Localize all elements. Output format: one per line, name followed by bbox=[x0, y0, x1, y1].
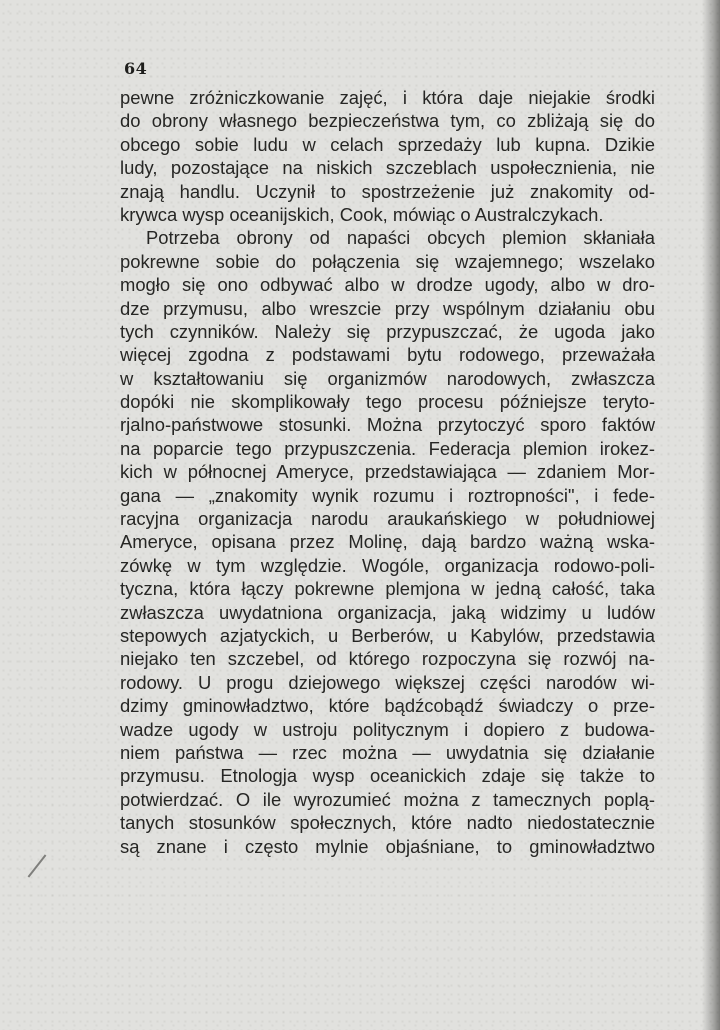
text-line: rodowy. U progu dziejowego większej części narodów wi- bbox=[120, 671, 655, 693]
text-line: rjalno-państwowe stosunki. Można przytoczyć sporo faktów bbox=[120, 414, 655, 436]
text-line: tych czynników. Należy się przypuszczać, że ugoda jako bbox=[120, 320, 655, 342]
text-line: Potrzeba obrony od napaści obcych plemion skłaniała bbox=[146, 227, 655, 249]
text-line: przymusu. Etnologja wysp oceanickich zdaje się także to bbox=[120, 765, 655, 787]
text-line: obcego sobie ludu w celach sprzedaży lub kupna. Dzikie bbox=[120, 133, 655, 155]
text-line: tyczna, która łączy pokrewne plemjona w jedną całość, taka bbox=[120, 578, 655, 600]
text-line: dopóki nie skomplikowały tego procesu późniejsze teryto- bbox=[120, 391, 655, 413]
text-line: na poparcie tego przypuszczenia. Federacja plemion irokez- bbox=[120, 437, 655, 459]
text-line: gana — „znakomity wynik rozumu i roztropności", i fede- bbox=[120, 484, 655, 506]
text-line: więcej zgodna z podstawami bytu rodowego, przeważała bbox=[120, 344, 655, 366]
text-line: niem państwa — rzec można — uwydatnia się działanie bbox=[120, 741, 655, 763]
paragraph-2 bbox=[120, 226, 655, 858]
text-line: zwłaszcza uwydatniona organizacja, jaką widzimy u ludów bbox=[120, 601, 655, 623]
text-line: pewne zróżniczkowanie zajęć, i która daje niejakie środki bbox=[120, 87, 655, 108]
body-text bbox=[120, 86, 655, 858]
text-line: są znane i często mylnie objaśniane, to gminowładztwo bbox=[120, 835, 655, 857]
text-line: w kształtowaniu się organizmów narodowych, zwłaszcza bbox=[120, 367, 655, 389]
text-line: dzimy gminowładztwo, które bądźcobądź świadczy o prze- bbox=[120, 695, 655, 717]
text-line: mogło się ono odbywać albo w drodze ugody, albo w dro- bbox=[120, 274, 655, 296]
text-line: znają handlu. Uczynił to spostrzeżenie już znakomity od- bbox=[120, 180, 655, 202]
text-line: racyjna organizacja narodu araukańskiego w południowej bbox=[120, 508, 655, 530]
text-line: tanych stosunków społecznych, które nadto niedostatecznie bbox=[120, 812, 655, 834]
text-line: do obrony własnego bezpieczeństwa tym, co zbliżają się do bbox=[120, 110, 655, 132]
text-line: pokrewne sobie do połączenia się wzajemnego; wszelako bbox=[120, 250, 655, 272]
text-line: stepowych azjatyckich, u Berberów, u Kabylów, przedstawia bbox=[120, 624, 655, 646]
text-line: kich w północnej Ameryce, przedstawiająca — zdaniem Mor- bbox=[120, 461, 655, 483]
paragraph-1 bbox=[120, 86, 655, 226]
text-line: Ameryce, opisana przez Molinę, dają bardzo ważną wska- bbox=[120, 531, 655, 553]
text-line: niejako ten szczebel, od którego rozpoczyna się rozwój na- bbox=[120, 648, 655, 670]
page-shadow-edge bbox=[702, 0, 720, 1030]
page-number: 64 bbox=[124, 59, 148, 78]
text-line: potwierdzać. O ile wyrozumieć można z tamecznych poplą- bbox=[120, 788, 655, 810]
pencil-mark bbox=[28, 854, 47, 877]
text-line: wadze ugody w ustroju politycznym i dopiero z budowa- bbox=[120, 718, 655, 740]
text-line: zówkę w tym względzie. Wogóle, organizacja rodowo-poli- bbox=[120, 554, 655, 576]
text-line: krywca wysp oceanijskich, Cook, mówiąc o Australczykach. bbox=[120, 203, 604, 225]
text-line: ludy, pozostające na niskich szczeblach uspołecznienia, nie bbox=[120, 157, 655, 179]
text-line: dze przymusu, albo wreszcie przy wspólnym działaniu obu bbox=[120, 297, 655, 319]
